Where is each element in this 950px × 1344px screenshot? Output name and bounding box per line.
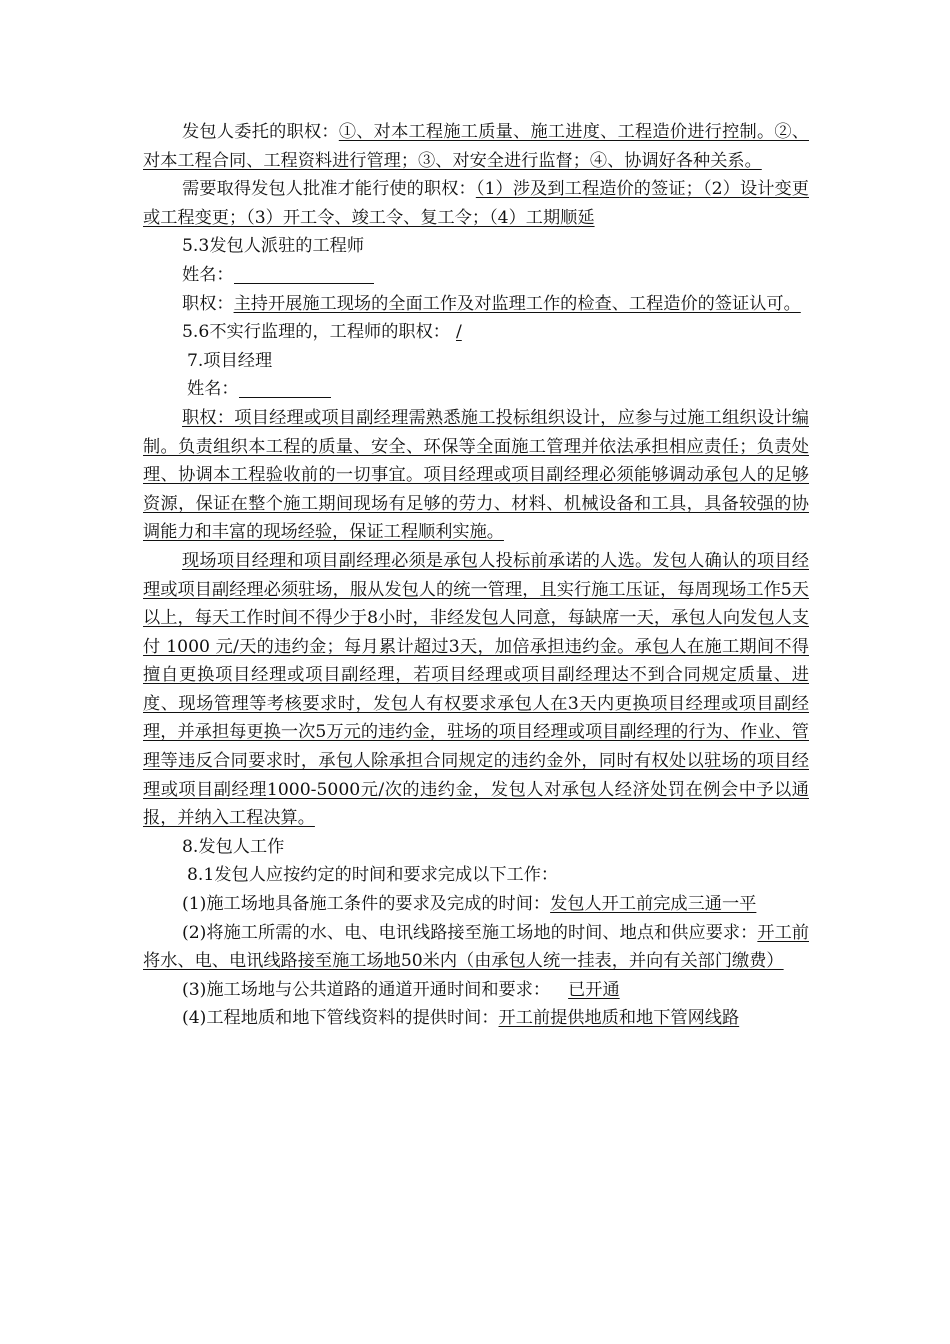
- item-2-label: (2)将施工所需的水、电、电讯线路接至施工场地的时间、地点和供应要求：: [182, 922, 758, 943]
- project-manager-requirement-paragraph: [143, 547, 809, 833]
- delegated-authority-label: 发包人委托的职权：: [182, 122, 339, 142]
- project-manager-name-blank: [239, 379, 331, 398]
- engineer-heading: 5.3发包人派驻的工程师: [182, 236, 365, 257]
- approval-authority-paragraph: [143, 175, 809, 232]
- item-3-paragraph: [143, 976, 809, 1005]
- engineer-name-label: 姓名：: [182, 264, 234, 285]
- no-supervision-label: 5.6不实行监理的，工程师的职权：: [182, 322, 450, 343]
- engineer-duty-value: 主持开展施工现场的全面工作及对监理工作的检查、工程造价的签证认可。: [233, 293, 801, 314]
- project-manager-duty-paragraph: [143, 404, 809, 547]
- contract-page: [143, 118, 809, 1033]
- item-1-label: (1)施工场地具备施工条件的要求及完成的时间：: [182, 894, 551, 915]
- item-4-label: (4)工程地质和地下管线资料的提供时间：: [182, 1008, 499, 1029]
- item-3-label: (3)施工场地与公共道路的通道开通时间和要求：: [182, 979, 551, 1000]
- employer-work-subheading: 8.1发包人应按约定的时间和要求完成以下工作：: [187, 865, 559, 886]
- delegated-authority-paragraph: [143, 118, 809, 175]
- no-supervision-value: /: [455, 322, 462, 343]
- engineer-name-line: [143, 261, 809, 290]
- engineer-name-blank: [234, 265, 374, 284]
- item-3-value: 已开通: [568, 979, 620, 1000]
- no-supervision-line: [143, 318, 809, 347]
- project-manager-name-label: 姓名：: [187, 379, 239, 400]
- project-manager-name-line: [143, 375, 809, 404]
- item-1-value: 发包人开工前完成三通一平: [550, 894, 757, 915]
- item-1-paragraph: [143, 890, 809, 919]
- engineer-duty-label: 职权：: [182, 293, 234, 314]
- item-2-value: 开工前将水、电、电讯线路接至施工场地50米内（由承包人统一挂表，并向有关部门缴费）: [143, 922, 809, 972]
- project-manager-heading: 7.项目经理: [187, 350, 273, 371]
- project-manager-requirement-text: 现场项目经理和项目副经理必须是承包人投标前承诺的人选。发包人确认的项目经理或项目副经理必须驻场，服从发包人的统一管理，且实行施工压证，每周现场工作5天以上，每天工作时间不得少于8小时，非经发包人同意，每缺席一天，承包人向发包人支付 1000 元/天的违约金；每月累计超过3天，加倍承担违约金。承包人在施工期间不得擅自更换项目经理或项目副经理，若项目经理或项目副经理达不到合同规定质量、进度、现场管理等考核要求时，发包人有权要求承包人在3天内更换项目经理或项目副经理，并承担每更换一次5万元的违约金，驻场的项目经理或项目副经理的行为、作业、管理等违反合同要求时，承包人除承担合同规定的违约金外，同时有权处以驻场的项目经理或项目副经理1000-5000元/次的违约金，发包人对承包人经济处罚在例会中予以通报，并纳入工程决算。: [143, 550, 809, 829]
- project-manager-duty-text: 职权：项目经理或项目副经理需熟悉施工投标组织设计，应参与过施工组织设计编制。负责组织本工程的质量、安全、环保等全面施工管理并依法承担相应责任；负责处理、协调本工程验收前的一切事宜。项目经理或项目副经理必须能够调动承包人的足够资源，保证在整个施工期间现场有足够的劳力、材料、机械设备和工具，具备较强的协调能力和丰富的现场经验，保证工程顺利实施。: [143, 407, 809, 543]
- item-4-value: 开工前提供地质和地下管网线路: [498, 1008, 740, 1029]
- delegated-authority-value: ①、对本工程施工质量、施工进度、工程造价进行控制。②、对本工程合同、工程资料进行管理；③、对安全进行监督；④、协调好各种关系。: [143, 122, 809, 171]
- engineer-duty-paragraph: [143, 290, 809, 319]
- employer-work-heading: 8.发包人工作: [182, 836, 285, 857]
- approval-authority-label: 需要取得发包人批准才能行使的职权：: [182, 179, 476, 200]
- item-4-paragraph: [143, 1004, 809, 1033]
- item-2-paragraph: [143, 919, 809, 976]
- approval-authority-value: （1）涉及到工程造价的签证；（2）设计变更或工程变更；（3）开工令、竣工令、复工令；（4）工期顺延: [143, 179, 809, 228]
